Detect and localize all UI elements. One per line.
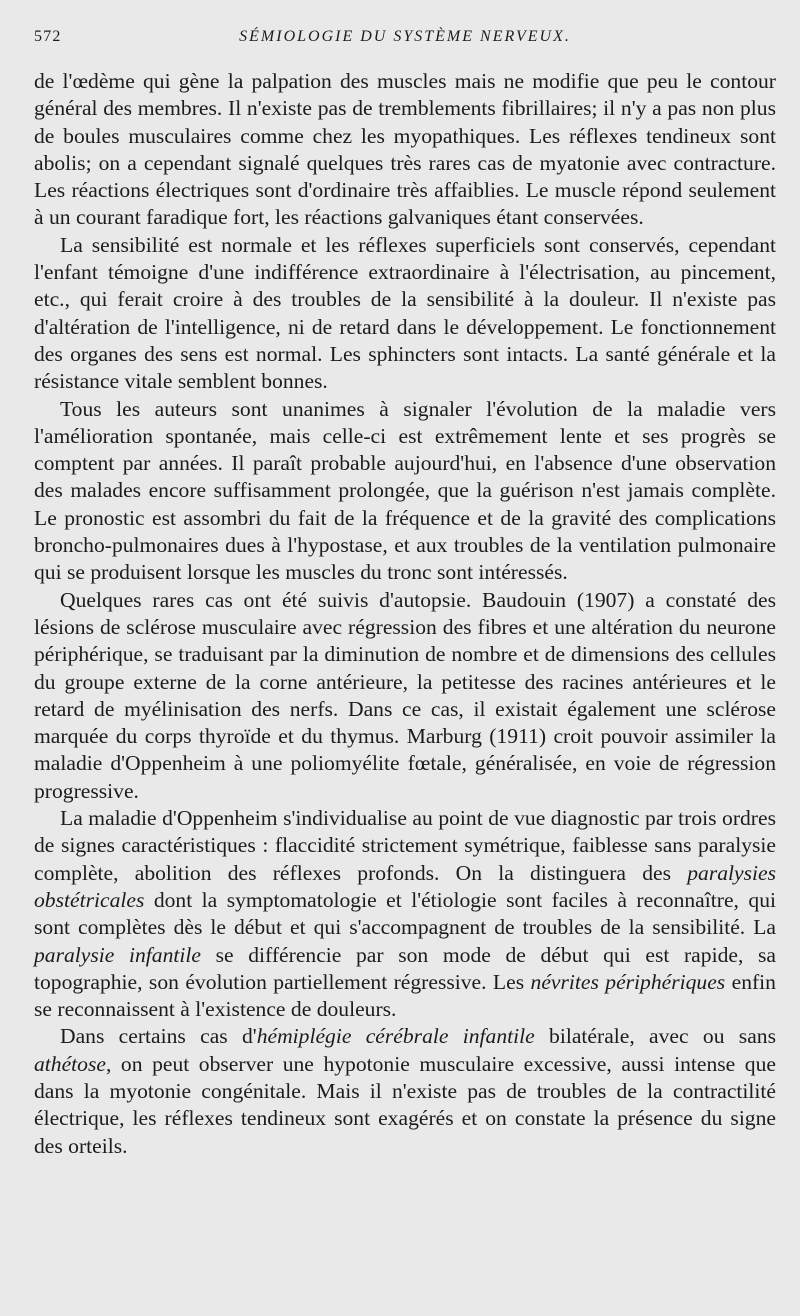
page-body <box>34 68 776 1160</box>
running-title: SÉMIOLOGIE DU SYSTÈME NERVEUX. <box>239 28 571 45</box>
paragraph-3: Tous les auteurs sont unanimes à signaler l'évolution de la maladie vers l'amélioration spontanée, mais celle-ci est extrêmement lente et ses progrès se comptent par années. Il paraît probable aujourd'hui, en l'absence d'une observation des malades encore suffisamment prolongée, que la guérison n'est jamais complète. Le pronostic est assombri du fait de la fréquence et de la gravité des complications broncho-pulmonaires dues à l'hypostase, et aux troubles de la ventilation pulmonaire qui se produisent lorsque les muscles du tronc sont intéressés. <box>34 396 776 585</box>
paragraph-6 <box>34 1023 776 1159</box>
paragraph-6-text-e: , on peut observer une hypotonie musculaire excessive, aussi intense que dans la myotonie congénitale. Mais il n'existe pas de troubles de la contractilité électrique, les réflexes tendineux sont exagérés et on constate la présence du signe des orteils. <box>34 1051 776 1158</box>
term-nevrites-peripheriques: névrites périphériques <box>530 969 726 994</box>
term-paralysie-infantile: paralysie infantile <box>34 942 201 967</box>
paragraph-5 <box>34 805 776 1023</box>
page-header <box>34 28 776 54</box>
paragraph-6-text-c: bilatérale, avec ou sans <box>534 1024 776 1049</box>
paragraph-5-text-a: La maladie d'Oppenheim s'individualise au point de vue diagnostic par trois ordres de signes caractéristiques : flaccidité strictement symétrique, faiblesse sans paralysie complète, abolition des réflexes profonds. On la distinguera des <box>34 806 776 885</box>
paragraph-5-text-e: se différencie par son mode de début qui est rapide, sa topographie, son évolution partiellement régressive. Les <box>34 942 776 994</box>
term-hemiplegie-cerebrale-infantile: hémiplégie cérébrale infantile <box>256 1024 535 1049</box>
term-paralysies-obstetricales: paralysies obstétricales <box>34 860 776 912</box>
paragraph-5-text-c: dont la symptomatologie et l'étiologie sont faciles à reconnaître, qui sont complètes dès le début et qui s'accompagnent de troubles de la sensibilité. La <box>34 887 776 940</box>
paragraph-2: La sensibilité est normale et les réflexes superficiels sont conservés, cependant l'enfant témoigne d'une indifférence extraordinaire à l'électrisation, au pincement, etc., qui ferait croire à des troubles de la sensibilité à la douleur. Il n'existe pas d'altération de l'intelligence, ni de retard dans le développement. Le fonctionnement des organes des sens est normal. Les sphincters sont intacts. La santé générale et la résistance vitale semblent bonnes. <box>34 232 776 394</box>
paragraph-1: de l'œdème qui gène la palpation des muscles mais ne modifie que peu le contour général des membres. Il n'existe pas de tremblements fibrillaires; il n'y a pas non plus de boules musculaires comme chez les myopathiques. Les réflexes tendineux sont abolis; on a cependant signalé quelques très rares cas de myatonie avec contracture. Les réactions électriques sont d'ordinaire très affaiblies. Le muscle répond seulement à un courant faradique fort, les réactions galvaniques étant conservées. <box>34 69 776 230</box>
paragraph-4: Quelques rares cas ont été suivis d'autopsie. Baudouin (1907) a constaté des lésions de sclérose musculaire avec régression des fibres et une altération du neurone périphérique, se traduisant par la diminution de nombre et de dimensions des cellules du groupe externe de la corne antérieure, la petitesse des racines antérieures et le retard de myélinisation des nerfs. Dans ce cas, il existait également une sclérose marquée du corps thyroïde et du thymus. Marburg (1911) croit pouvoir assimiler la maladie d'Oppenheim à une poliomyélite fœtale, généralisée, en voie de régression progressive. <box>34 587 776 803</box>
term-athetose: athétose <box>34 1051 106 1076</box>
page-number: 572 <box>34 28 62 45</box>
paragraph-6-text-a: Dans certains cas d' <box>60 1024 257 1049</box>
paragraph-5-text-g: enfin se reconnaissent à l'existence de douleurs. <box>34 969 776 1022</box>
